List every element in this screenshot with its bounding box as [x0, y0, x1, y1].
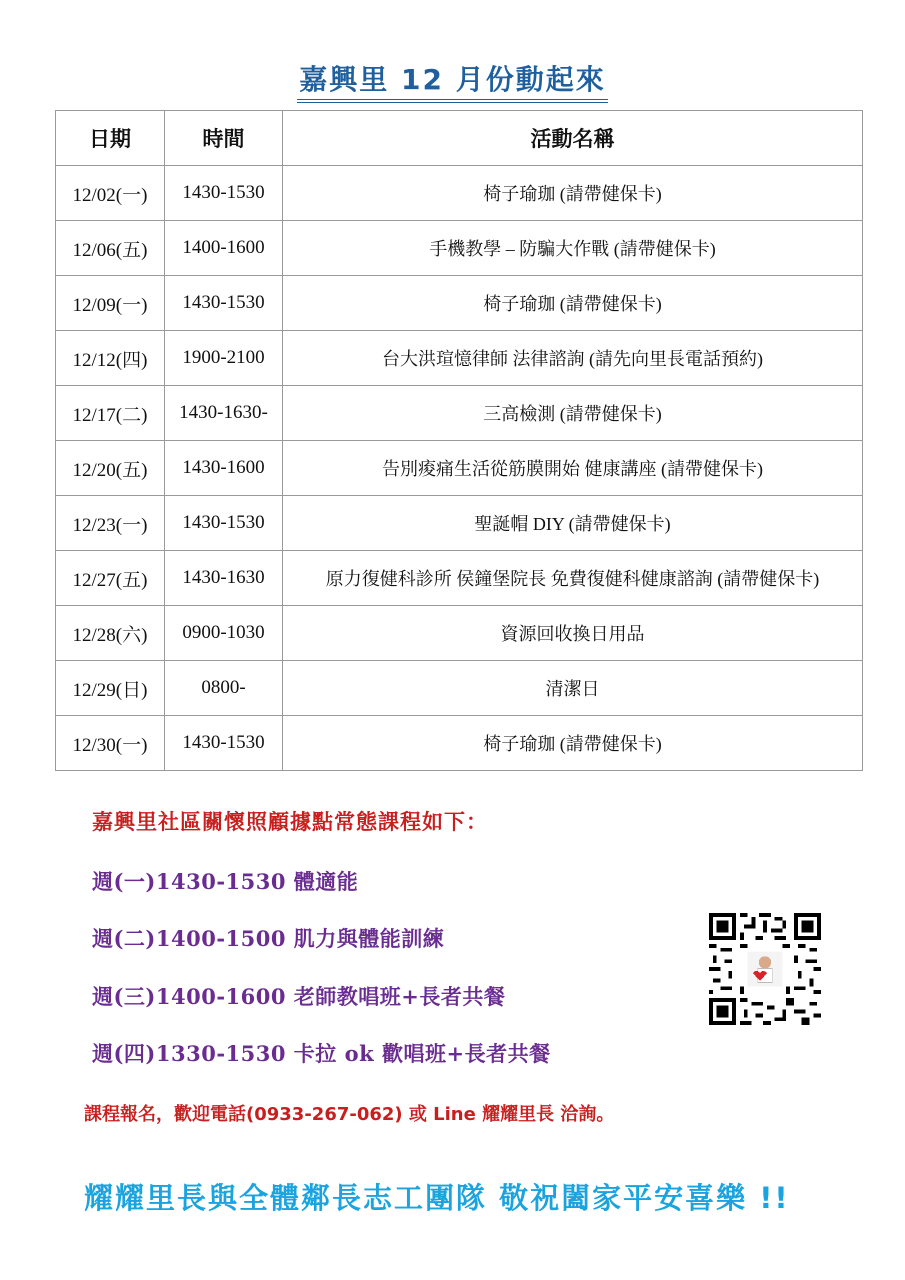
blessing-text: 耀耀里長與全體鄰長志工團隊 敬祝闔家平安喜樂 !! [84, 1181, 790, 1215]
cell-activity: 聖誕帽 DIY (請帶健保卡) [283, 496, 863, 551]
table-row [56, 606, 863, 661]
cell-time: 1430-1630 [165, 551, 283, 606]
table-header-row [56, 111, 863, 166]
header-date: 日期 [56, 111, 165, 166]
cell-activity: 手機教學 – 防騙大作戰 (請帶健保卡) [283, 221, 863, 276]
contact-info: 課程報名，歡迎電話(0933-267-062) 或 Line 耀耀里長 洽詢。 [84, 1104, 615, 1125]
course-item: 週(一)1430-1530 體適能 [92, 869, 359, 894]
qr-code-icon [709, 913, 821, 1025]
header-activity: 活動名稱 [283, 111, 863, 166]
table-row [56, 166, 863, 221]
cell-date: 12/28(六) [56, 606, 165, 661]
cell-activity: 椅子瑜珈 (請帶健保卡) [283, 276, 863, 331]
page-title-wrap [0, 62, 905, 103]
table-row [56, 661, 863, 716]
cell-time: 0900-1030 [165, 606, 283, 661]
cell-time: 1430-1530 [165, 496, 283, 551]
cell-time: 0800- [165, 661, 283, 716]
table-row [56, 441, 863, 496]
cell-date: 12/09(一) [56, 276, 165, 331]
cell-date: 12/02(一) [56, 166, 165, 221]
cell-date: 12/23(一) [56, 496, 165, 551]
cell-date: 12/30(一) [56, 716, 165, 771]
cell-activity: 椅子瑜珈 (請帶健保卡) [283, 166, 863, 221]
table-row [56, 716, 863, 771]
header-time: 時間 [165, 111, 283, 166]
cell-activity: 清潔日 [283, 661, 863, 716]
course-item: 週(二)1400-1500 肌力與體能訓練 [92, 926, 445, 951]
cell-activity: 三高檢測 (請帶健保卡) [283, 386, 863, 441]
cell-time: 1430-1530 [165, 166, 283, 221]
cell-activity: 椅子瑜珈 (請帶健保卡) [283, 716, 863, 771]
cell-time: 1430-1530 [165, 716, 283, 771]
cell-activity: 原力復健科診所 侯鐘堡院長 免費復健科健康諮詢 (請帶健保卡) [283, 551, 863, 606]
table-row [56, 221, 863, 276]
cell-time: 1430-1630- [165, 386, 283, 441]
cell-time: 1400-1600 [165, 221, 283, 276]
cell-date: 12/06(五) [56, 221, 165, 276]
table-row [56, 386, 863, 441]
cell-activity: 資源回收換日用品 [283, 606, 863, 661]
table-row [56, 496, 863, 551]
cell-activity: 告別痠痛生活從筋膜開始 健康講座 (請帶健保卡) [283, 441, 863, 496]
regular-courses-heading: 嘉興里社區關懷照顧據點常態課程如下： [92, 810, 488, 834]
table-row [56, 331, 863, 386]
course-item: 週(三)1400-1600 老師教唱班+長者共餐 [92, 984, 506, 1009]
cell-time: 1900-2100 [165, 331, 283, 386]
cell-date: 12/17(二) [56, 386, 165, 441]
table-row [56, 276, 863, 331]
page-title: 嘉興里 12 月份動起來 [297, 62, 607, 103]
cell-time: 1430-1530 [165, 276, 283, 331]
table-row [56, 551, 863, 606]
schedule-table [55, 110, 863, 771]
course-item: 週(四)1330-1530 卡拉 ok 歡唱班+長者共餐 [92, 1041, 551, 1066]
cell-date: 12/12(四) [56, 331, 165, 386]
cell-activity: 台大洪瑄憶律師 法律諮詢 (請先向里長電話預約) [283, 331, 863, 386]
cell-date: 12/29(日) [56, 661, 165, 716]
cell-date: 12/27(五) [56, 551, 165, 606]
cell-date: 12/20(五) [56, 441, 165, 496]
cell-time: 1430-1600 [165, 441, 283, 496]
